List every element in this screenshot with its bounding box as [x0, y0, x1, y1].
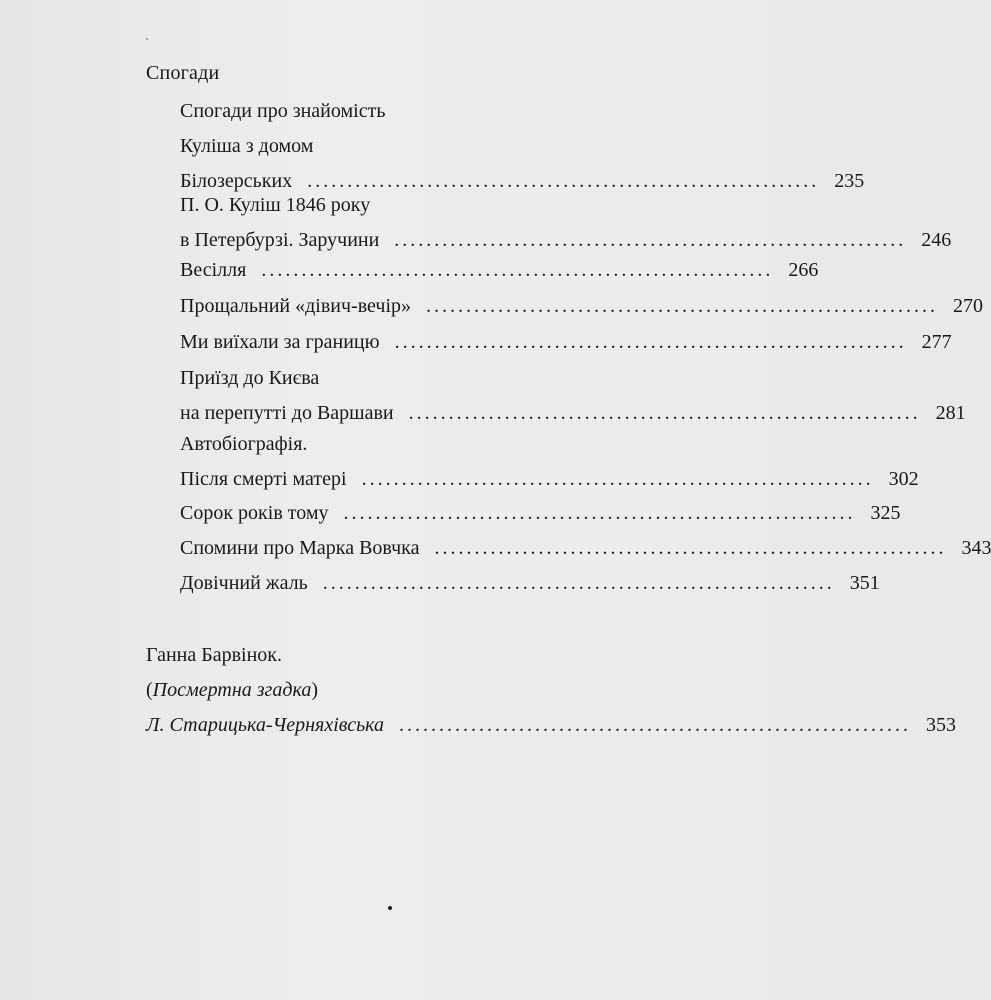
toc-entry-title: Після смерті матері	[180, 468, 347, 490]
toc-entry-title: Довічний жаль	[180, 572, 308, 594]
toc-entry-lastline	[180, 396, 966, 431]
leader-dots: ................................................................	[322, 572, 835, 594]
leader-dots: ................................................................	[307, 170, 820, 192]
toc-entry-lastline	[146, 708, 957, 743]
toc-entry-title: Весілля	[180, 259, 247, 281]
toc-entry-final	[146, 638, 957, 743]
toc-entry-title: Прощальний «дівич-вечір»	[180, 295, 412, 317]
toc-entry-line: Автобіографія.	[180, 433, 308, 455]
toc-entry-line: Ганна Барвінок.	[146, 644, 283, 666]
page-number: 277	[921, 331, 952, 353]
leader-dots: ................................................................	[394, 331, 907, 353]
leader-dots: ................................................................	[426, 295, 939, 317]
toc-entry-title: Сорок років тому	[180, 502, 329, 524]
toc-entry-author: Л. Старицька-Черняхівська	[146, 714, 385, 736]
leader-dots: ................................................................	[261, 259, 774, 281]
toc-entry-lastline	[180, 289, 984, 324]
leader-dots: ................................................................	[434, 537, 947, 559]
toc-entry	[180, 94, 865, 199]
toc-entry-line	[146, 673, 660, 708]
toc-entry-lastline	[180, 496, 901, 531]
paren-close: )	[311, 679, 318, 701]
page-number: 325	[870, 502, 901, 524]
page-number: 343	[961, 537, 991, 559]
toc-entry	[180, 188, 952, 258]
page-number: 281	[935, 402, 966, 424]
page-number: 270	[953, 295, 984, 317]
toc-entry-line: Приїзд до Києва	[180, 367, 320, 389]
leader-dots: ................................................................	[361, 468, 874, 490]
toc-entry	[180, 566, 880, 601]
toc-entry-lastline	[180, 566, 880, 601]
toc-entry-title: на перепутті до Варшави	[180, 402, 394, 424]
toc-entry	[180, 325, 952, 360]
page-number: 235	[834, 170, 865, 192]
toc-entry-lastline	[180, 253, 819, 288]
page-number: 351	[849, 572, 880, 594]
leader-dots: ................................................................	[394, 229, 907, 251]
toc-entry	[180, 253, 819, 288]
toc-entry-title: Ми виїхали за границю	[180, 331, 380, 353]
toc-entry-line: Спогади про знайомість	[180, 100, 386, 122]
toc-entry-lastline	[180, 462, 919, 497]
page-number: 266	[788, 259, 819, 281]
toc-entry-line: Куліша з домом	[180, 135, 314, 157]
toc-entry-lastline	[180, 531, 991, 566]
paper-speck	[146, 38, 148, 40]
page-number: 302	[888, 468, 919, 490]
toc-entry-title: Білозерських	[180, 170, 293, 192]
section-title: Спогади	[146, 62, 220, 84]
page-dot-mark	[388, 906, 392, 910]
leader-dots: ................................................................	[408, 402, 921, 424]
toc-entry	[180, 496, 901, 531]
toc-entry-lastline	[180, 325, 952, 360]
toc-entry-title: Спомини про Марка Вовчка	[180, 537, 420, 559]
toc-entry	[180, 289, 984, 324]
leader-dots: ................................................................	[343, 502, 856, 524]
toc-entry-line: П. О. Куліш 1846 року	[180, 194, 371, 216]
leader-dots: ................................................................	[399, 714, 912, 736]
page-number: 353	[926, 714, 957, 736]
toc-entry	[180, 531, 991, 566]
toc-entry	[180, 361, 966, 431]
toc-entry-title: в Петербурзі. Заручини	[180, 229, 380, 251]
page-number: 246	[921, 229, 952, 251]
toc-entry	[180, 427, 919, 497]
paren-open: (	[146, 679, 153, 701]
toc-entry-italic: Посмертна згадка	[152, 679, 312, 701]
